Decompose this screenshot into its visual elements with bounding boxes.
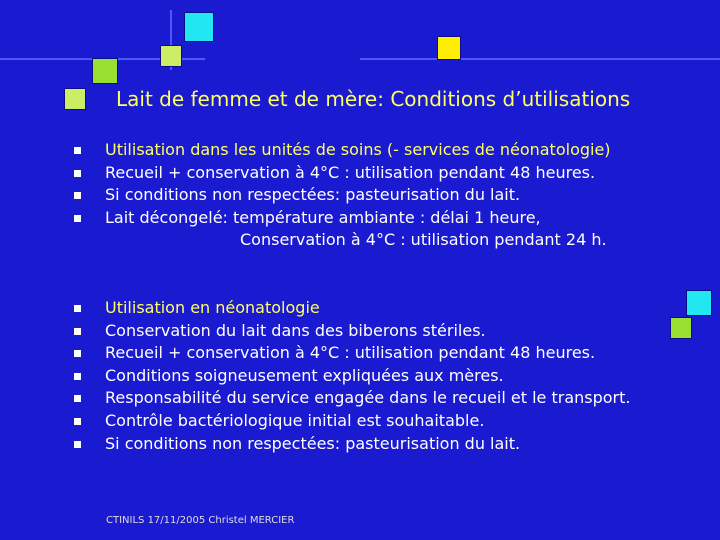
bullet-icon xyxy=(74,305,81,312)
list-item: Lait décongelé: température ambiante : délai 1 heure, xyxy=(74,207,694,230)
bullet-icon xyxy=(74,147,81,154)
bullet-list-1 xyxy=(74,139,694,252)
bullet-icon xyxy=(74,328,81,335)
bullet-list-2 xyxy=(74,297,694,455)
list-item: Recueil + conservation à 4°C : utilisation pendant 48 heures. xyxy=(74,162,694,185)
bullet-icon xyxy=(74,418,81,425)
list-item: Utilisation en néonatologie xyxy=(74,297,694,320)
bullet-icon xyxy=(74,395,81,402)
list-item: Si conditions non respectées: pasteurisation du lait. xyxy=(74,184,694,207)
list-item: Recueil + conservation à 4°C : utilisation pendant 48 heures. xyxy=(74,342,694,365)
decor-square-lightgreen xyxy=(160,45,182,67)
bullet-icon xyxy=(74,373,81,380)
slide-footer: CTINILS 17/11/2005 Christel MERCIER xyxy=(106,515,295,526)
decor-square-green xyxy=(92,58,118,84)
bullet-icon xyxy=(74,192,81,199)
bullet-icon xyxy=(74,350,81,357)
list-item: Si conditions non respectées: pasteurisation du lait. xyxy=(74,433,694,456)
slide-title: Lait de femme et de mère: Conditions d’utilisations xyxy=(116,87,631,111)
list-item: Conservation du lait dans des biberons stériles. xyxy=(74,320,694,343)
list-item: Contrôle bactériologique initial est souhaitable. xyxy=(74,410,694,433)
decor-square-cyan xyxy=(184,12,214,42)
list-item: Responsabilité du service engagée dans le recueil et le transport. xyxy=(74,387,694,410)
bullet-icon xyxy=(74,215,81,222)
bullet-icon xyxy=(74,441,81,448)
decor-square-lightgreen-small xyxy=(64,88,86,110)
continuation-text: Conservation à 4°C : utilisation pendant 24 h. xyxy=(240,230,607,250)
bullet-icon xyxy=(74,170,81,177)
list-item-continuation xyxy=(74,229,694,252)
list-item: Conditions soigneusement expliquées aux mères. xyxy=(74,365,694,388)
decor-square-yellow xyxy=(437,36,461,60)
decor-line-right xyxy=(360,58,720,60)
list-item: Utilisation dans les unités de soins (- services de néonatologie) xyxy=(74,139,694,162)
